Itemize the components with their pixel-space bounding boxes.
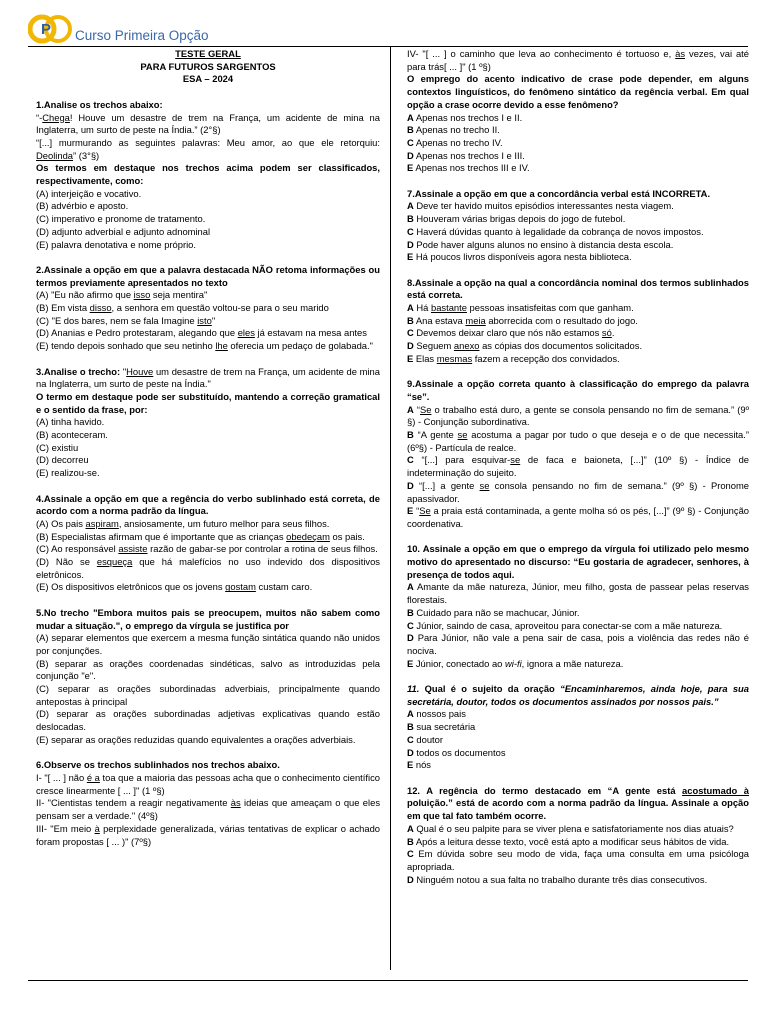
option: C Apenas no trecho IV. <box>407 136 503 148</box>
option: D Apenas nos trechos I e III. <box>407 149 525 161</box>
question-stem: 9.Assinale a opção correta quanto à classificação do emprego da palavra “se”. <box>407 378 749 402</box>
excerpt: IV- "[ ... ] o caminho que leva ao conhecimento é tortuoso e, às vezes, vai até para trás[ ... ]" (1 º§) <box>407 48 749 72</box>
option: A Há bastante pessoas insatisfeitas com que ganham. <box>407 302 634 314</box>
option: (E) palavra denotativa e nome próprio. <box>36 238 196 250</box>
question-stem: 3.Analise o trecho: "Houve um desastre de trem na França, um acidente de mina na Inglaterra, um surto de peste na Índia." <box>36 365 380 390</box>
excerpt: III- "Em meio à perplexidade generalizada, várias tentativas de explicar o achado foram propostas [ ... )" (7º§) <box>36 822 381 847</box>
question-stem: 12. A regência do termo destacado em “A gente está acostumado à poluição.” está de acordo com a norma padrão da língua. Assinale a opção em que tal fato também ocorre. <box>407 784 749 822</box>
option: (A) "Eu não afirmo que isso seja mentira" <box>36 289 208 301</box>
option: (E) separar as orações reduzidas quando equivalentes a orações adverbiais. <box>36 733 356 745</box>
option: C “[...] para esquivar-se de faca e baioneta, [...]” (10º §) - Índice de indeterminação do sujeito. <box>407 454 749 479</box>
option: B “A gente se acostuma a pagar por tudo o que deseja e o de que necessita.” (6º§) - Partícula de realce. <box>407 429 749 453</box>
question-stem: Os termos em destaque nos trechos acima podem ser classificados, respectivamente, como: <box>36 162 380 187</box>
question-6 <box>36 759 380 848</box>
header <box>28 10 748 46</box>
question-12 <box>407 785 749 887</box>
option: E “Se a praia está contaminada, a gente molha só os pés, [...]” (9º §) - Conjunção coordenativa. <box>407 505 749 529</box>
left-column <box>36 48 380 848</box>
option: B sua secretária <box>407 721 476 733</box>
question-stem: 11. Qual é o sujeito da oração “Encaminharemos, ainda hoje, para sua secretária, doutor, todos os documentos assinados por nossos pais.” <box>407 683 749 707</box>
option: A Deve ter havido muitos episódios interessantes nesta viagem. <box>407 200 674 212</box>
question-11 <box>407 683 749 772</box>
option: (E) realizou-se. <box>36 467 100 479</box>
option: (B) separar as orações coordenadas sindéticas, salvo as introduzidas pela conjunção "e". <box>36 657 380 682</box>
option: E Apenas nos trechos III e IV. <box>407 162 530 174</box>
option: D Para Júnior, não vale a pena sair de casa, pois a violência das redes não é nociva. <box>407 632 749 656</box>
option: (C) existiu <box>36 441 79 453</box>
option: (A) separar elementos que exercem a mesma função sintática quando não unidos por conjunções. <box>36 632 380 656</box>
question-8 <box>407 277 749 366</box>
option: (D) decorreu <box>36 454 89 466</box>
option: C Devemos deixar claro que nós não estamos só. <box>407 327 615 339</box>
option: D Pode haver alguns alunos no ensino à distancia desta escola. <box>407 238 674 250</box>
option: (C) Ao responsável assiste razão de gabar-se por controlar a rotina de seus filhos. <box>36 543 378 555</box>
question-stem: 2.Assinale a opção em que a palavra destacada NÃO retoma informações ou termos previamente apresentados no texto <box>36 263 380 288</box>
question-6-continued <box>407 48 749 175</box>
option: A “Se o trabalho está duro, a gente se consola pensando no fim de semana.” (9º §) - Conjunção subordinativa. <box>407 403 749 428</box>
option: D Ninguém notou a sua falta no trabalho durante três dias consecutivos. <box>407 873 708 885</box>
footer-rule <box>28 980 748 981</box>
option: E Há poucos livros disponíveis agora nesta biblioteca. <box>407 251 632 263</box>
option: D Seguem anexo as cópias dos documentos solicitados. <box>407 340 643 352</box>
option: (B) Especialistas afirmam que é importante que as crianças obedeçam os pais. <box>36 530 365 542</box>
option: (D) adjunto adverbial e adjunto adnominal <box>36 225 211 237</box>
option: B Houveram várias brigas depois do jogo de futebol. <box>407 213 626 225</box>
question-stem: O termo em destaque pode ser substituído, mantendo a correção gramatical e o sentido da frase, por: <box>36 390 380 415</box>
excerpt: “[...] murmurando as seguintes palavras: Meu amor, ao que ele retorquiu: Deolinda” (3°§) <box>36 136 380 161</box>
right-column <box>407 48 749 886</box>
option: A nossos pais <box>407 708 466 720</box>
option: (B) advérbio e aposto. <box>36 200 129 212</box>
option: (C) separar as orações subordinadas adverbiais, principalmente quando antepostas à principal <box>36 683 380 707</box>
option: D todos os documentos <box>407 746 506 758</box>
option: B Cuidado para não se machucar, Júnior. <box>407 606 580 618</box>
option: A Qual é o seu palpite para se viver plena e satisfatoriamente nos dias atuais? <box>407 822 734 834</box>
question-stem: 6.Observe os trechos sublinhados nos trechos abaixo. <box>36 759 280 771</box>
option: C doutor <box>407 733 443 745</box>
option: B Apenas no trecho II. <box>407 124 500 136</box>
question-stem: O emprego do acento indicativo de crase pode depender, em alguns contextos linguísticos, do fenômeno sintático da regência verbal. Em qual opção a crase ocorre devido a esse fenômeno? <box>407 73 749 110</box>
option: (C) imperativo e pronome de tratamento. <box>36 213 206 225</box>
option: A Amante da mãe natureza, Júnior, meu filho, gosta de passear pelas reservas florestais. <box>407 581 749 606</box>
question-7 <box>407 188 749 264</box>
option: (E) Os dispositivos eletrônicos que os jovens gostam custam caro. <box>36 581 313 593</box>
excerpt: I- "[ ... ] não é a toa que a maioria das pessoas acha que o conhecimento científico cresce linearmente [ ... ]" (1 º§) <box>36 771 380 796</box>
question-stem: 5.No trecho "Embora muitos pais se preocupem, muitos não sabem como mudar a situação.", o emprego da vírgula se justifica por <box>36 606 380 631</box>
question-stem: 4.Assinale a opção em que a regência do verbo sublinhado está correta, de acordo com a norma padrão da língua. <box>36 492 380 517</box>
option: E nós <box>407 759 431 771</box>
option: (E) tendo depois sonhado que seu netinho lhe oferecia um pedaço de golabada." <box>36 340 373 352</box>
option: C Em dúvida sobre seu modo de vida, faça uma consulta em uma psicóloga apropriada. <box>407 848 749 872</box>
excerpt: II- "Cientistas tendem a reagir negativamente às ideias que ameaçam o que eles pensam ser a verdade." (4º§) <box>36 797 381 822</box>
document-subtitle: PARA FUTUROS SARGENTOS <box>140 60 276 72</box>
option: (C) "E dos bares, nem se fala Imagine isto" <box>36 314 216 326</box>
option: (D) separar as orações subordinadas adjetivas explicativas quando estão deslocadas. <box>36 708 380 733</box>
option: B Ana estava meia aborrecida com o resultado do jogo. <box>407 314 638 326</box>
question-2 <box>36 264 380 353</box>
option: (B) Em vista disso, a senhora em questão voltou-se para o seu marido <box>36 302 329 314</box>
question-stem: 1.Analise os trechos abaixo: <box>36 98 163 110</box>
option: (D) Ananias e Pedro protestaram, alegando que eles já estavam na mesa antes <box>36 327 367 339</box>
svg-text:P: P <box>41 21 52 38</box>
option: (A) tinha havido. <box>36 416 105 428</box>
question-3 <box>36 366 380 480</box>
option: A Apenas nos trechos I e II. <box>407 111 523 123</box>
option: E Júnior, conectado ao wi-fi, ignora a mãe natureza. <box>407 657 624 669</box>
question-stem: 8.Assinale a opção na qual a concordância nominal dos termos sublinhados está correta. <box>407 276 749 301</box>
excerpt: “-Chega! Houve um desastre de trem na França, um acidente de mina na Inglaterra, um surto de peste na Índia.” (2°§) <box>36 111 380 136</box>
question-1 <box>36 99 380 251</box>
header-rule <box>28 46 748 47</box>
option: C Haverá dúvidas quanto à legalidade da cobrança de novos impostos. <box>407 225 704 237</box>
option: (D) Não se esqueça que há malefícios no uso indevido dos dispositivos eletrônicos. <box>36 556 380 580</box>
question-9 <box>407 378 749 530</box>
option: C Júnior, saindo de casa, aproveitou para conectar-se com a mãe natureza. <box>407 619 723 631</box>
option: D “[...] a gente se consola pensando no fim de semana.” (9º §) - Pronome apassivador. <box>407 479 749 504</box>
cpo-logo-icon <box>28 12 76 46</box>
document-title: TESTE GERAL <box>175 48 241 59</box>
option: B Após a leitura desse texto, você está apto a modificar seus hábitos de vida. <box>407 835 730 847</box>
exam-name: ESA – 2024 <box>182 73 234 85</box>
question-stem: 10. Assinale a opção em que o emprego da vírgula foi utilizado pelo mesmo motivo do apresentado no discurso: “Eu gostaria de agradecer, senhores, à presença de todos aqui. <box>407 543 749 580</box>
option: (A) Os pais aspiram, ansiosamente, um futuro melhor para seus filhos. <box>36 517 330 529</box>
question-4 <box>36 493 380 595</box>
question-5 <box>36 607 380 747</box>
question-10 <box>407 543 749 670</box>
column-divider <box>390 46 391 970</box>
option: E Elas mesmas fazem a recepção dos convidados. <box>407 352 620 364</box>
brand-name: Curso Primeira Opção <box>75 28 209 43</box>
option: (A) interjeição e vocativo. <box>36 187 142 199</box>
question-stem: 7.Assinale a opção em que a concordância verbal está INCORRETA. <box>407 187 711 199</box>
option: (B) aconteceram. <box>36 429 108 441</box>
